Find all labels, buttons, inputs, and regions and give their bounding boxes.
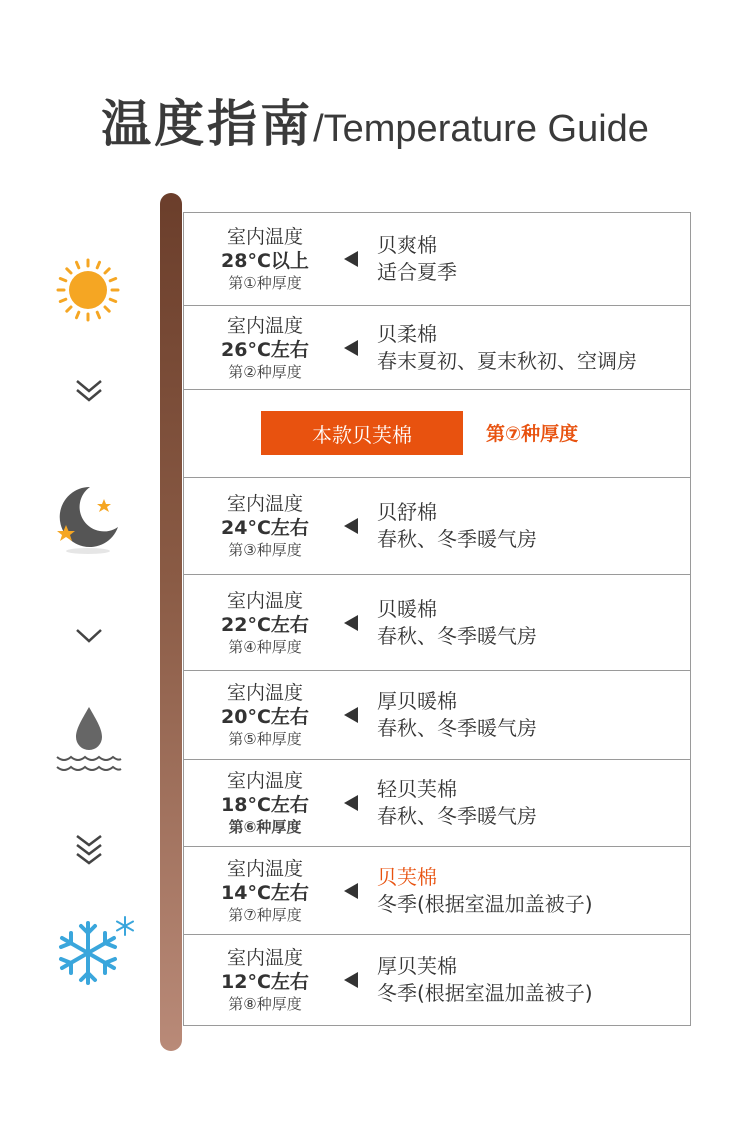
row-thickness: 第③种厚度 — [228, 541, 302, 559]
row-season: 春秋、冬季暖气房 — [377, 804, 537, 828]
row-product: 厚贝芙棉 — [377, 954, 457, 978]
chevron-triple-down-icon — [74, 832, 104, 870]
row-temperature: 18°C左右 — [221, 794, 309, 816]
row-temperature: 22°C左右 — [221, 613, 309, 636]
row-product-highlight: 贝芙棉 — [377, 864, 437, 889]
row-temperature: 24°C左右 — [221, 517, 309, 539]
row-label: 室内温度 — [226, 857, 303, 880]
title-zh: 温度指南 — [101, 95, 314, 153]
row-label: 室内温度 — [226, 493, 303, 515]
arrow-left-icon — [344, 883, 358, 899]
row-season: 春末夏初、夏末秋初、空调房 — [377, 348, 637, 373]
chevron-double-down-icon — [74, 376, 104, 406]
row-label: 室内温度 — [226, 682, 303, 704]
current-product-button[interactable]: 本款贝芙棉 — [261, 411, 463, 455]
row-season: 春秋、冬季暖气房 — [377, 527, 537, 551]
table-row — [184, 305, 690, 389]
row-season: 春秋、冬季暖气房 — [377, 623, 537, 648]
row-season: 冬季(根据室温加盖被子) — [377, 981, 593, 1005]
arrow-left-icon — [344, 972, 358, 988]
arrow-left-icon — [344, 340, 358, 356]
table-row — [184, 213, 690, 305]
row-label: 室内温度 — [226, 589, 303, 612]
row-temperature: 20°C左右 — [221, 706, 309, 728]
row-label: 室内温度 — [226, 947, 303, 969]
current-thickness-note: 第⑦种厚度 — [486, 423, 579, 445]
row-thickness: 第⑥种厚度 — [228, 818, 302, 836]
row-label: 室内温度 — [226, 314, 303, 337]
row-label: 室内温度 — [226, 226, 303, 248]
table-row — [184, 934, 690, 1025]
promo-row — [184, 389, 690, 477]
row-product: 轻贝芙棉 — [377, 777, 457, 801]
row-thickness: 第⑧种厚度 — [228, 995, 302, 1013]
row-temperature: 14°C左右 — [221, 881, 309, 904]
row-label: 室内温度 — [226, 770, 303, 792]
row-temperature: 28°C以上 — [221, 250, 309, 272]
row-thickness: 第⑦种厚度 — [228, 905, 302, 924]
temperature-gradient-bar — [160, 193, 182, 1051]
row-thickness: 第①种厚度 — [228, 274, 302, 292]
arrow-left-icon — [344, 518, 358, 534]
row-temperature: 12°C左右 — [221, 971, 309, 993]
arrow-left-icon — [344, 251, 358, 267]
table-row — [184, 477, 690, 574]
snowflake-icon — [54, 915, 138, 985]
table-row — [184, 670, 690, 759]
row-season: 冬季(根据室温加盖被子) — [377, 891, 593, 916]
row-temperature: 26°C左右 — [221, 338, 309, 361]
arrow-left-icon — [344, 615, 358, 631]
chevron-down-icon — [74, 626, 104, 646]
row-thickness: 第⑤种厚度 — [228, 730, 302, 748]
arrow-left-icon — [344, 707, 358, 723]
row-thickness: 第④种厚度 — [228, 637, 302, 656]
moon-stars-icon — [54, 483, 124, 555]
row-season: 春秋、冬季暖气房 — [377, 716, 537, 740]
table-row — [184, 759, 690, 846]
row-season: 适合夏季 — [377, 260, 457, 284]
row-thickness: 第②种厚度 — [228, 362, 302, 381]
row-product: 贝柔棉 — [377, 321, 437, 346]
row-product: 贝爽棉 — [377, 233, 437, 257]
water-drop-icon — [55, 705, 123, 779]
sun-icon — [56, 258, 120, 322]
table-row — [184, 574, 690, 670]
title-en: /Temperature Guide — [313, 108, 649, 150]
row-product: 贝舒棉 — [377, 500, 437, 524]
row-product: 厚贝暖棉 — [377, 689, 457, 713]
temperature-table — [183, 212, 691, 1026]
row-product: 贝暖棉 — [377, 596, 437, 621]
page-title — [0, 84, 750, 156]
table-row — [184, 846, 690, 934]
arrow-left-icon — [344, 795, 358, 811]
